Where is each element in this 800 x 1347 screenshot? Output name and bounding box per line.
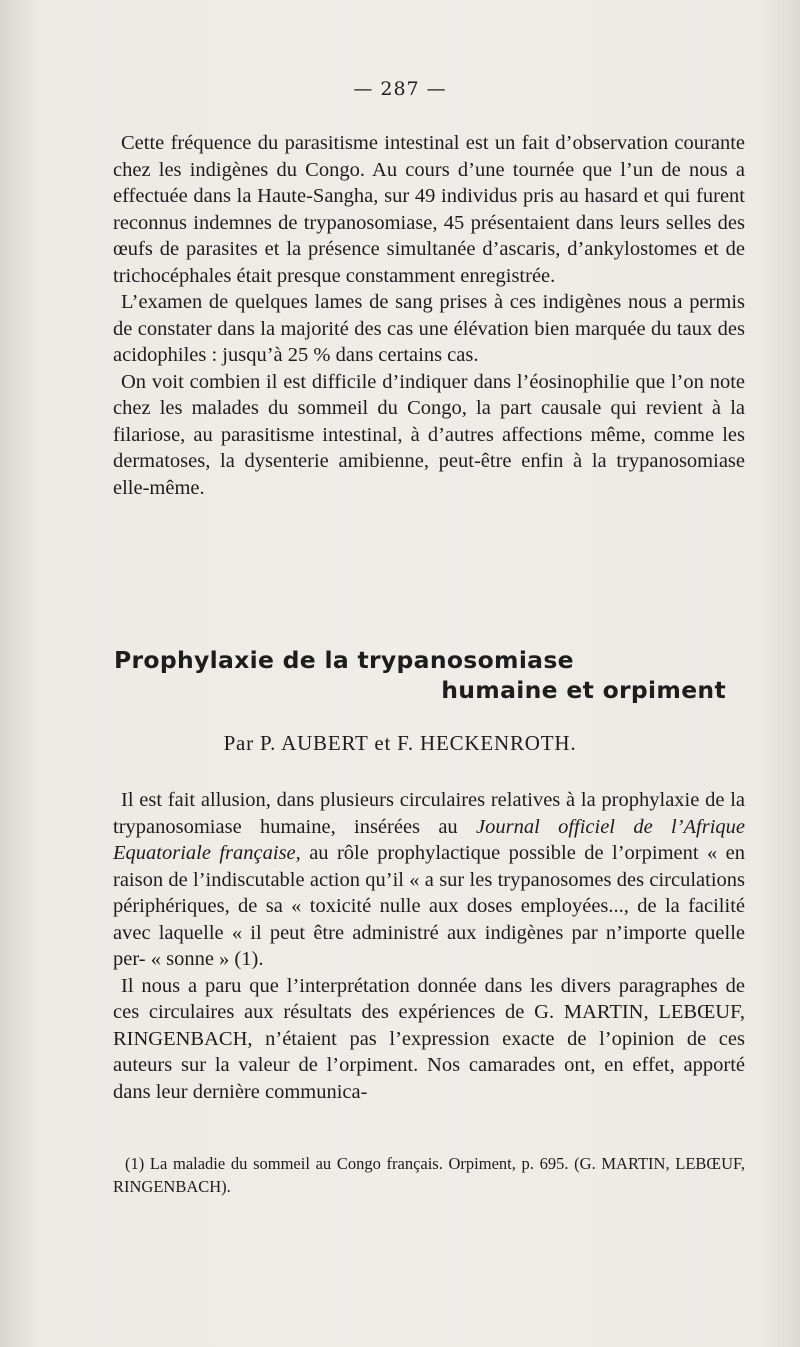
paragraph: L’examen de quelques lames de sang prises à ces indigènes nous a permis de constater dans la majorité des cas une élévation bien marquée du taux des acidophiles : jusqu’à 25 % dans certains cas. (113, 291, 745, 366)
footnote-text: (1) La maladie du sommeil au Congo français. Orpiment, p. 695. (G. MARTIN, LEBŒUF, RINGENBACH). (113, 1154, 745, 1196)
journal-title: Journal officiel de l’Afrique Equatoriale française, (113, 815, 745, 864)
paragraph: On voit combien il est difficile d’indiquer dans l’éosinophilie que l’on note chez les malades du sommeil du Congo, la part causale qui revient à la filariose, au parasitisme intestinal, à d’autres affections même, comme les dermatoses, la dysenterie amibienne, peut-être enfin à la trypanosomiase elle-même. (113, 370, 745, 499)
article-body (113, 787, 745, 1105)
paragraph-part: Il est fait allusion, dans plusieurs circulaires relatives à la prophylaxie de la trypanosomiase humaine, insérées au (113, 789, 745, 838)
paragraph-part: au rôle prophylactique possible de l’orpiment « en raison de l’indiscutable action qu’il « a sur les trypanosomes des circulations périphériques, de sa « toxicité nulle aux doses employées..., de la facilité avec laquelle « il peut être administré aux indigènes par n’importe quelle per- « sonne » (1). (113, 842, 746, 970)
article-title-line1: Prophylaxie de la trypanosomiase (114, 646, 574, 674)
article-title-line2: humaine et orpiment (441, 676, 726, 704)
footnote (113, 1152, 745, 1198)
article-authors: Par P. AUBERT et F. HECKENROTH. (223, 731, 577, 755)
paragraph: Cette fréquence du parasitisme intestinal est un fait d’observation courante chez les indigènes du Congo. Au cours d’une tournée que l’un de nous a effectuée dans la Haute-Sangha, sur 49 individus pris au hasard et qui furent reconnus indemnes de trypanosomiase, 45 présentaient dans leurs selles des œufs de parasites et la présence simultanée d’ascaris, d’ankylostomes et de trichocéphales était presque constamment enregistrée. (113, 132, 745, 287)
paragraph (113, 787, 745, 973)
paragraph: Il nous a paru que l’interprétation donnée dans les divers paragraphes de ces circulaires aux résultats des expériences de G. MARTIN, LEBŒUF, RINGENBACH, n’étaient pas l’expression exacte de l’opinion de ces auteurs sur la valeur de l’orpiment. Nos camarades ont, en effet, apporté dans leur dernière communica- (113, 974, 745, 1103)
page-number: — 287 — (353, 78, 447, 100)
section-continued-text (113, 130, 745, 501)
